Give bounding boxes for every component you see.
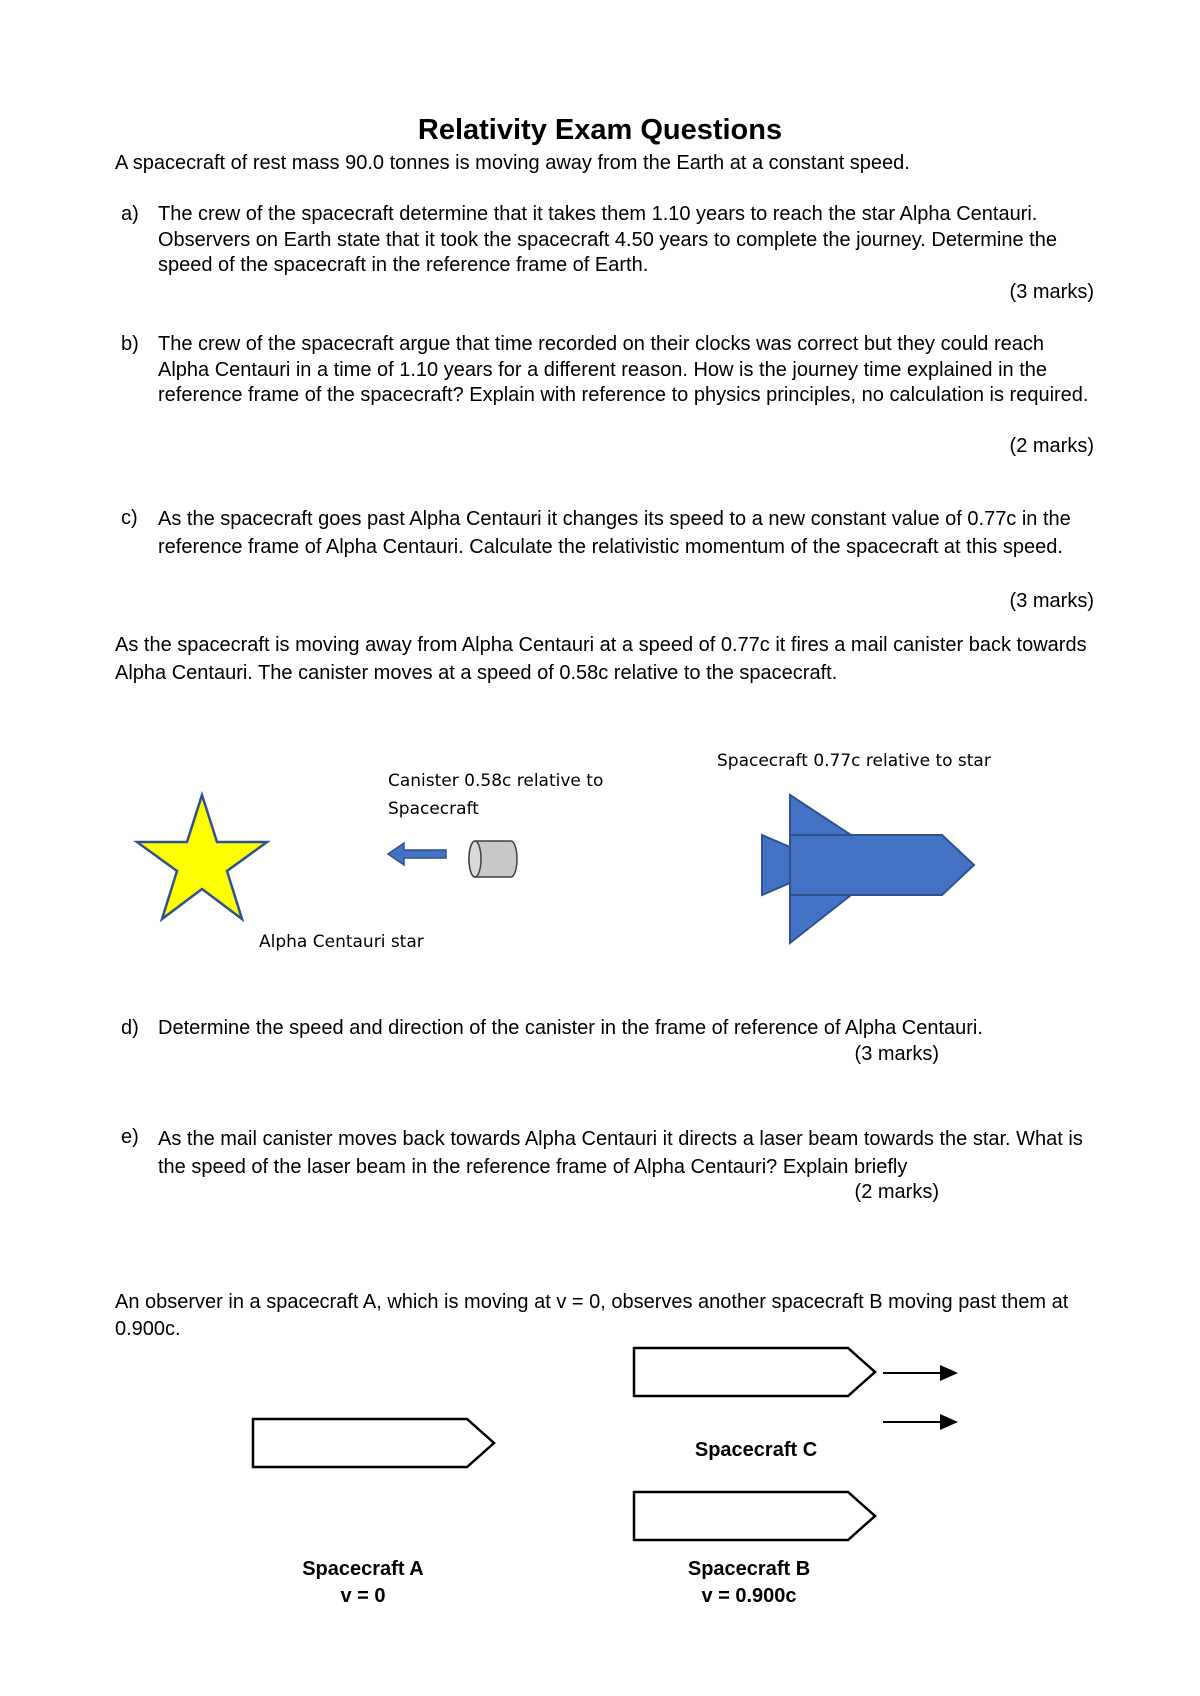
question-a-label: a) [121, 203, 139, 225]
observer-intro-text: An observer in a spacecraft A, which is moving at v = 0, observes another spacecraft B moving past them at 0.900c. [115, 1291, 1069, 1340]
question-c-marks: (3 marks) [1009, 590, 1094, 612]
question-b-text: The crew of the spacecraft argue that time recorded on their clocks was correct but they could reach Alpha Centauri in a time of 1.10 years for a different reason. How is the journey time explained in the reference frame of the spacecraft? Explain with reference to physics principles, no calculation is required. [158, 333, 1089, 406]
question-a-text: The crew of the spacecraft determine that it takes them 1.10 years to reach the star Alpha Centauri. Observers on Earth state that it took the spacecraft 4.50 years to complete the journey. Determine the speed of the spacecraft in the reference frame of Earth. [158, 203, 1057, 276]
question-d-text: Determine the speed and direction of the canister in the frame of reference of Alpha Centauri. [158, 1017, 983, 1039]
question-d-marks: (3 marks) [854, 1043, 939, 1065]
canister-label-line2: Spacecraft [388, 799, 479, 819]
question-e-text: As the mail canister moves back towards Alpha Centauri it directs a laser beam towards the star. What is the speed of the laser beam in the reference frame of Alpha Centauri? Explain briefly [158, 1128, 1083, 1178]
spacecraft-b-label [634, 1556, 864, 1610]
spacecraft-a-name: Spacecraft A [302, 1558, 424, 1580]
question-d-label: d) [121, 1017, 139, 1039]
canister-shape [469, 841, 517, 877]
spacecraft-c-shape [634, 1348, 875, 1396]
star-label: Alpha Centauri star [259, 932, 424, 952]
spacecraft-c-label: Spacecraft C [694, 1439, 818, 1461]
question-a-marks: (3 marks) [1009, 281, 1094, 303]
spacecraft-label: Spacecraft 0.77c relative to star [717, 751, 991, 771]
page-title: Relativity Exam Questions [417, 114, 783, 146]
spacecraft-b-name: Spacecraft B [687, 1558, 811, 1580]
star-shape [137, 795, 267, 919]
canister-intro-text: As the spacecraft is moving away from Alpha Centauri at a speed of 0.77c it fires a mail canister back towards Alpha Centauri. The canister moves at a speed of 0.58c relative to the spacecraft. [115, 634, 1087, 684]
canister-diagram-svg [0, 680, 1200, 980]
question-e-label: e) [121, 1126, 139, 1148]
intro-text: A spacecraft of rest mass 90.0 tonnes is moving away from the Earth at a constant speed. [115, 152, 910, 174]
question-c-text: As the spacecraft goes past Alpha Centauri it changes its speed to a new constant value of 0.77c in the reference frame of Alpha Centauri. Calculate the relativistic momentum of the spacecraft at this speed. [158, 508, 1071, 558]
canister-label-line1: Canister 0.58c relative to [388, 771, 604, 791]
spacecraft-b-shape [634, 1492, 875, 1540]
question-e-marks: (2 marks) [854, 1181, 939, 1203]
spacecraft-diagram-svg [0, 1330, 1200, 1580]
question-b-marks: (2 marks) [1009, 435, 1094, 457]
spacecraft-a-speed: v = 0 [340, 1585, 386, 1607]
question-b-label: b) [121, 333, 139, 355]
canister-diagram [0, 680, 1200, 980]
question-c-label: c) [121, 507, 138, 529]
spacecraft-a-label [248, 1556, 478, 1610]
rocket-shape [762, 795, 974, 943]
spacecraft-a-shape [253, 1419, 494, 1467]
canister-label [388, 767, 603, 823]
left-arrow-shape [388, 843, 446, 865]
spacecraft-b-speed: v = 0.900c [701, 1585, 797, 1607]
